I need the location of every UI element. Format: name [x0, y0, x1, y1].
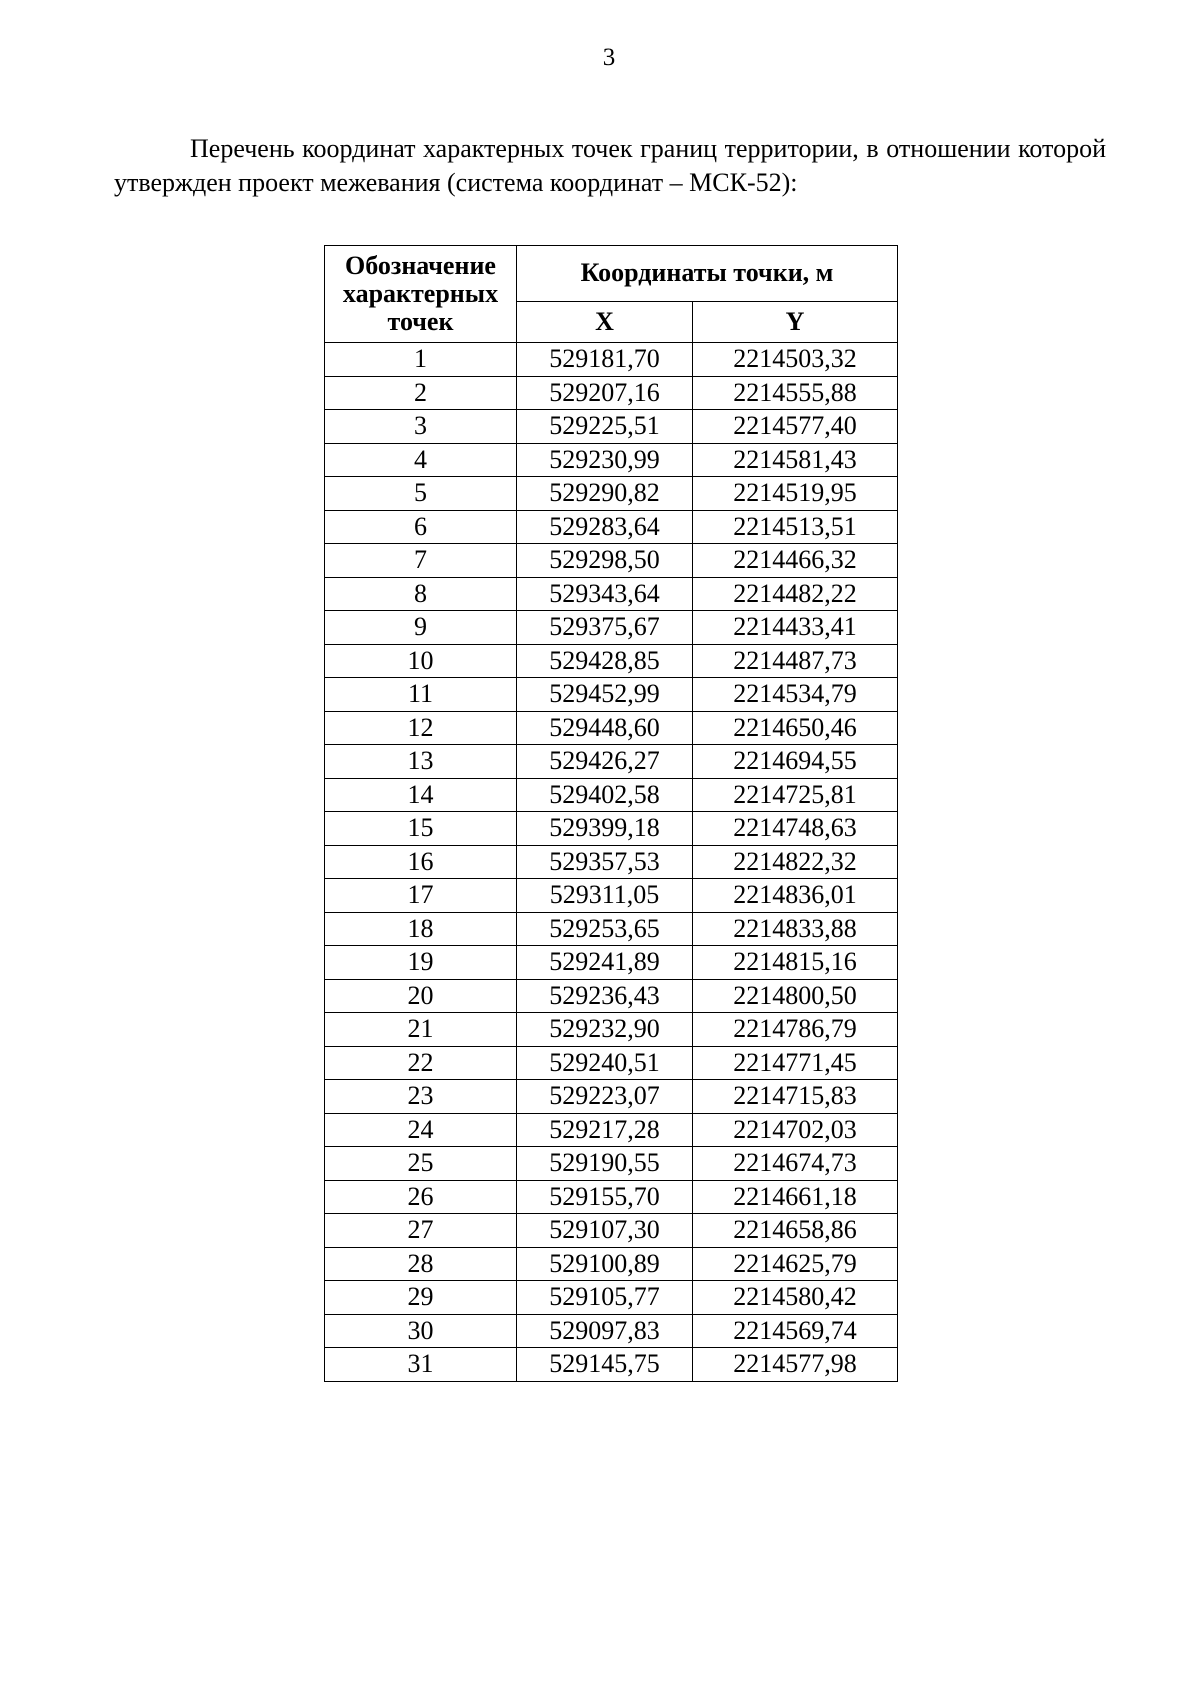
table-row [325, 1314, 898, 1348]
x-coordinate-cell: 529190,55 [517, 1147, 693, 1181]
table-row [325, 376, 898, 410]
y-coordinate-cell: 2214534,79 [693, 678, 898, 712]
y-coordinate-cell: 2214625,79 [693, 1247, 898, 1281]
x-coordinate-cell: 529217,28 [517, 1113, 693, 1147]
point-number-cell: 21 [325, 1013, 517, 1047]
x-coordinate-cell: 529230,99 [517, 443, 693, 477]
table-row [325, 879, 898, 913]
y-coordinate-cell: 2214822,32 [693, 845, 898, 879]
y-coordinate-cell: 2214482,22 [693, 577, 898, 611]
x-coordinate-cell: 529100,89 [517, 1247, 693, 1281]
x-coordinate-cell: 529426,27 [517, 745, 693, 779]
point-number-cell: 11 [325, 678, 517, 712]
x-coordinate-cell: 529399,18 [517, 812, 693, 846]
point-number-cell: 23 [325, 1080, 517, 1114]
table-row [325, 1113, 898, 1147]
x-coordinate-cell: 529236,43 [517, 979, 693, 1013]
table-row [325, 979, 898, 1013]
table-row [325, 577, 898, 611]
x-coordinate-cell: 529097,83 [517, 1314, 693, 1348]
x-coordinate-cell: 529253,65 [517, 912, 693, 946]
y-coordinate-cell: 2214674,73 [693, 1147, 898, 1181]
point-number-cell: 4 [325, 443, 517, 477]
table-row [325, 1080, 898, 1114]
x-coordinate-cell: 529225,51 [517, 410, 693, 444]
y-coordinate-cell: 2214658,86 [693, 1214, 898, 1248]
table-row [325, 1147, 898, 1181]
table-row [325, 678, 898, 712]
point-number-cell: 29 [325, 1281, 517, 1315]
y-coordinate-cell: 2214694,55 [693, 745, 898, 779]
point-number-cell: 9 [325, 611, 517, 645]
x-coordinate-cell: 529155,70 [517, 1180, 693, 1214]
table-body [325, 343, 898, 1382]
x-coordinate-cell: 529448,60 [517, 711, 693, 745]
y-coordinate-cell: 2214771,45 [693, 1046, 898, 1080]
point-number-cell: 24 [325, 1113, 517, 1147]
x-coordinate-cell: 529290,82 [517, 477, 693, 511]
y-coordinate-cell: 2214800,50 [693, 979, 898, 1013]
table-row [325, 1281, 898, 1315]
x-coordinate-cell: 529105,77 [517, 1281, 693, 1315]
point-number-cell: 16 [325, 845, 517, 879]
table-row [325, 845, 898, 879]
x-coordinate-cell: 529298,50 [517, 544, 693, 578]
point-number-cell: 6 [325, 510, 517, 544]
table-row [325, 477, 898, 511]
y-coordinate-cell: 2214815,16 [693, 946, 898, 980]
y-coordinate-cell: 2214748,63 [693, 812, 898, 846]
x-coordinate-cell: 529207,16 [517, 376, 693, 410]
point-number-cell: 14 [325, 778, 517, 812]
point-number-cell: 13 [325, 745, 517, 779]
y-coordinate-cell: 2214433,41 [693, 611, 898, 645]
point-number-cell: 2 [325, 376, 517, 410]
table-row [325, 510, 898, 544]
x-coordinate-cell: 529232,90 [517, 1013, 693, 1047]
point-number-cell: 30 [325, 1314, 517, 1348]
y-coordinate-cell: 2214715,83 [693, 1080, 898, 1114]
table-row [325, 912, 898, 946]
table-row [325, 544, 898, 578]
y-coordinate-cell: 2214487,73 [693, 644, 898, 678]
table-row [325, 611, 898, 645]
table-row [325, 745, 898, 779]
y-coordinate-cell: 2214503,32 [693, 343, 898, 377]
point-number-cell: 17 [325, 879, 517, 913]
point-number-cell: 31 [325, 1348, 517, 1382]
x-coordinate-cell: 529402,58 [517, 778, 693, 812]
table-header [325, 246, 898, 343]
coordinates-table [324, 245, 898, 1382]
x-coordinate-cell: 529240,51 [517, 1046, 693, 1080]
y-coordinate-cell: 2214513,51 [693, 510, 898, 544]
point-number-cell: 1 [325, 343, 517, 377]
y-coordinate-cell: 2214661,18 [693, 1180, 898, 1214]
y-coordinate-cell: 2214577,98 [693, 1348, 898, 1382]
point-number-cell: 7 [325, 544, 517, 578]
point-number-cell: 3 [325, 410, 517, 444]
y-coordinate-cell: 2214786,79 [693, 1013, 898, 1047]
header-point-coordinates: Координаты точки, м [517, 246, 898, 302]
y-coordinate-cell: 2214580,42 [693, 1281, 898, 1315]
point-number-cell: 10 [325, 644, 517, 678]
x-coordinate-cell: 529428,85 [517, 644, 693, 678]
point-number-cell: 20 [325, 979, 517, 1013]
table-row [325, 1046, 898, 1080]
table-row [325, 443, 898, 477]
point-number-cell: 28 [325, 1247, 517, 1281]
point-number-cell: 12 [325, 711, 517, 745]
x-coordinate-cell: 529181,70 [517, 343, 693, 377]
table-row [325, 778, 898, 812]
table-row [325, 1180, 898, 1214]
point-number-cell: 15 [325, 812, 517, 846]
point-number-cell: 27 [325, 1214, 517, 1248]
point-number-cell: 25 [325, 1147, 517, 1181]
point-number-cell: 5 [325, 477, 517, 511]
table-row [325, 812, 898, 846]
x-coordinate-cell: 529343,64 [517, 577, 693, 611]
y-coordinate-cell: 2214569,74 [693, 1314, 898, 1348]
table-row [325, 711, 898, 745]
table-row [325, 1348, 898, 1382]
point-number-cell: 26 [325, 1180, 517, 1214]
table-row [325, 1214, 898, 1248]
y-coordinate-cell: 2214725,81 [693, 778, 898, 812]
x-coordinate-cell: 529223,07 [517, 1080, 693, 1114]
point-number-cell: 19 [325, 946, 517, 980]
table-row [325, 1247, 898, 1281]
point-number-cell: 8 [325, 577, 517, 611]
y-coordinate-cell: 2214833,88 [693, 912, 898, 946]
x-coordinate-cell: 529107,30 [517, 1214, 693, 1248]
x-coordinate-cell: 529283,64 [517, 510, 693, 544]
table-row [325, 946, 898, 980]
x-coordinate-cell: 529145,75 [517, 1348, 693, 1382]
intro-paragraph: Перечень координат характерных точек границ территории, в отношении которой утвержден проект межевания (система координат – МСК-52): [114, 134, 1106, 197]
y-coordinate-cell: 2214581,43 [693, 443, 898, 477]
y-coordinate-cell: 2214466,32 [693, 544, 898, 578]
page-number: 3 [602, 44, 616, 71]
x-coordinate-cell: 529241,89 [517, 946, 693, 980]
header-y: Y [693, 301, 898, 342]
y-coordinate-cell: 2214702,03 [693, 1113, 898, 1147]
table-row [325, 1013, 898, 1047]
table-row [325, 410, 898, 444]
x-coordinate-cell: 529311,05 [517, 879, 693, 913]
x-coordinate-cell: 529357,53 [517, 845, 693, 879]
table-row [325, 644, 898, 678]
x-coordinate-cell: 529375,67 [517, 611, 693, 645]
y-coordinate-cell: 2214650,46 [693, 711, 898, 745]
y-coordinate-cell: 2214577,40 [693, 410, 898, 444]
y-coordinate-cell: 2214555,88 [693, 376, 898, 410]
table-row [325, 343, 898, 377]
point-number-cell: 18 [325, 912, 517, 946]
y-coordinate-cell: 2214519,95 [693, 477, 898, 511]
y-coordinate-cell: 2214836,01 [693, 879, 898, 913]
header-point-designation: Обозначение характерных точек [325, 246, 517, 343]
point-number-cell: 22 [325, 1046, 517, 1080]
x-coordinate-cell: 529452,99 [517, 678, 693, 712]
header-x: X [517, 301, 693, 342]
